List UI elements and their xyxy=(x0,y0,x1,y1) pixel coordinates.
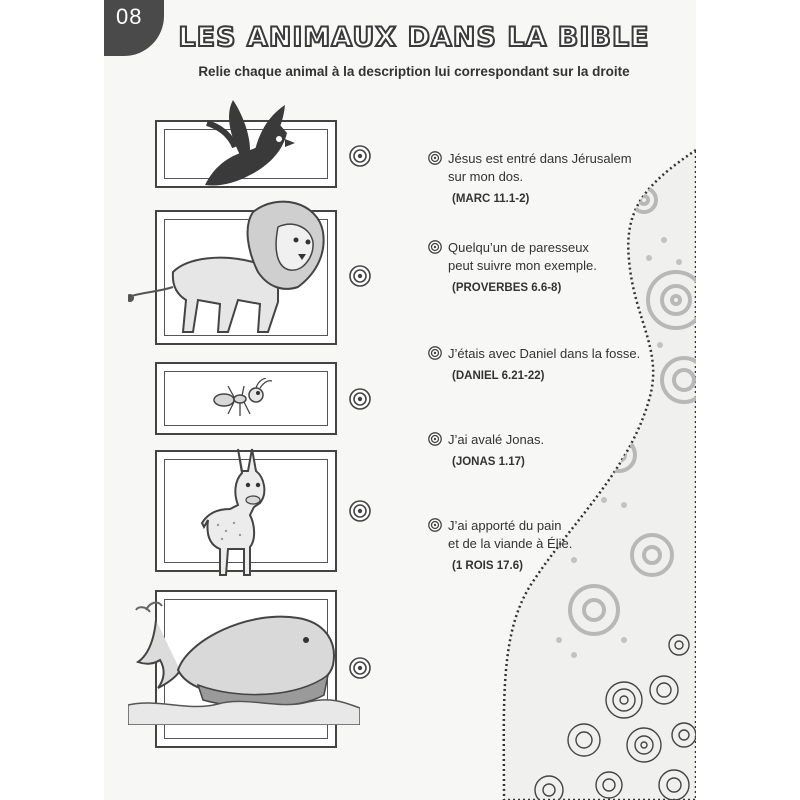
connect-dot-lion[interactable] xyxy=(349,265,371,287)
connect-dot-description-1[interactable] xyxy=(428,151,442,165)
bible-reference: (DANIEL 6.21-22) xyxy=(452,370,545,382)
connect-dot-ant[interactable] xyxy=(349,388,371,410)
connect-dot-description-4[interactable] xyxy=(428,432,442,446)
description-1[interactable] xyxy=(428,150,632,208)
connect-dot-raven[interactable] xyxy=(349,145,371,167)
lion-icon xyxy=(128,192,333,342)
bible-reference: (JONAS 1.17) xyxy=(452,456,525,468)
description-4[interactable] xyxy=(428,431,544,471)
bible-reference: (1 ROIS 17.6) xyxy=(452,560,523,572)
donkey-icon xyxy=(200,445,272,580)
description-line: peut suivre mon exemple. xyxy=(448,258,597,273)
bible-reference: (PROVERBES 6.6-8) xyxy=(452,282,562,294)
connect-dot-donkey[interactable] xyxy=(349,500,371,522)
description-2[interactable] xyxy=(428,239,597,297)
ant-icon xyxy=(212,378,274,418)
connect-dot-description-3[interactable] xyxy=(428,346,442,360)
description-5[interactable] xyxy=(428,517,572,575)
connect-dot-description-2[interactable] xyxy=(428,240,442,254)
bible-reference: (MARC 11.1-2) xyxy=(452,193,530,205)
description-line: Jésus est entré dans Jérusalem xyxy=(448,151,632,166)
connect-dot-whale[interactable] xyxy=(349,657,371,679)
description-line: et de la viande à Élie. xyxy=(448,536,573,551)
page-title: LES ANIMAUX DANS LA BIBLE xyxy=(178,22,650,53)
whale-icon xyxy=(128,600,360,725)
instructions: Relie chaque animal à la description lui correspondant sur la droite xyxy=(198,64,630,79)
description-line: sur mon dos. xyxy=(448,169,524,184)
description-3[interactable] xyxy=(428,345,640,385)
raven-icon xyxy=(195,95,295,190)
description-line: Quelqu’un de paresseux xyxy=(448,240,589,255)
description-line: J’étais avec Daniel dans la fosse. xyxy=(448,346,641,361)
description-line: J’ai avalé Jonas. xyxy=(448,432,545,447)
connect-dot-description-5[interactable] xyxy=(428,518,442,532)
description-line: J’ai apporté du pain xyxy=(448,518,562,533)
page-number: 08 xyxy=(116,4,143,29)
